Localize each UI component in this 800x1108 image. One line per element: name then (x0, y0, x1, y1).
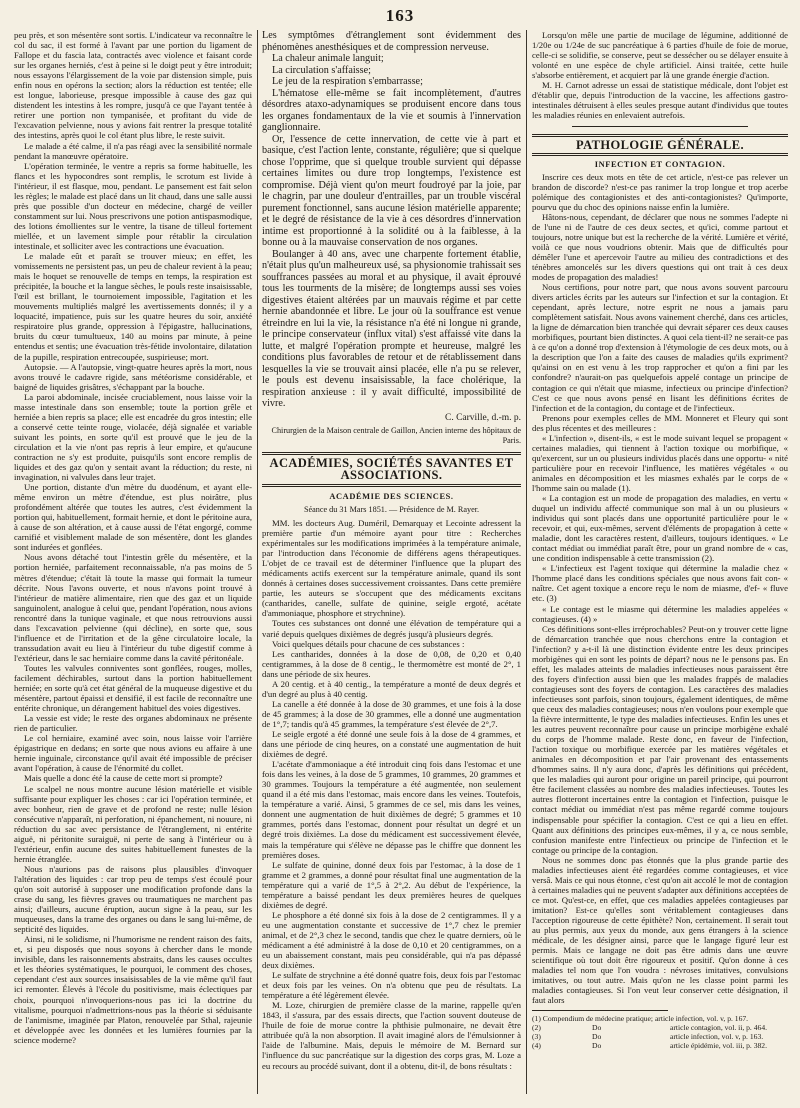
column-left (14, 30, 252, 1094)
footnote-reference: article épidémie, vol. iii, p. 382. (670, 1041, 768, 1051)
footnote-ditto: Do (592, 1032, 602, 1042)
quote-paragraph: « L'infection », disent-ils, « est le mode suivant lequel se propagent « certaines maladies, qui tiennent à l'action toxique ou morbifique, « qu'exercent, sur un ou plusieurs individus placés dans une opportu- « nité particulière pour en recevoir l'influence, les matières végétales « ou animales en décomposition et les miasmes exhalés par le corps de « l'homme sain ou malade (1). (532, 432, 788, 493)
paragraph: A 20 centig. et à 40 centig., la température a monté de deux degrés et d'un degré au plus à 40 centig. (262, 678, 521, 699)
paragraph: Le sulfate de quinine, donné deux fois par l'estomac, à la dose de 1 gramme et 2 grammes, a donné pour résultat final une augmentation de la température qui a varié de 1°,5 à 2°,2. Au début de l'expérience, la température a baissé pendant les deux premières heures de quelques dixièmes de degré. (262, 859, 521, 910)
section-title-pathologie: PATHOLOGIE GÉNÉRALE. (532, 134, 788, 156)
paragraph: Voici quelques détails pour chacune de ces substances : (272, 638, 465, 649)
footnote-number: (4) (532, 1041, 541, 1051)
paragraph: Lorsqu'on mêle une partie de mucilage de légumine, additionné de 1/20e ou 1/24e de suc pancréatique à 6 parties d'huile de foie de morue, celle-ci se solidifie, se conserve, peut se dessécher ou se délayer ensuite à volonté en une espèce de chyle artificiel. Ainsi traitée, cette huile s'absorbe entièrement, et acquiert par là une grande énergie d'action. (532, 30, 788, 81)
footnote (532, 1041, 788, 1050)
paragraph: Autopsie. — A l'autopsie, vingt-quatre heures après la mort, nous avons trouvé le cadavre rigide, sans météorisme considérable, et baigné de liquides grisâtres, s'échappant par la bouche. (14, 361, 252, 392)
paragraph: Les symptômes d'étranglement sont évidemment des phénomènes anesthésiques et de compression nerveuse. (262, 30, 521, 53)
paragraph: L'hématose elle-même se fait incomplètement, d'autres désordres ataxo-adynamiques se produisent encore dans tous les organes fondamentaux de la vie et soumis à l'innervation ganglionnaire. (262, 87, 521, 133)
divider (572, 126, 748, 127)
paragraph: M. Loze, chirurgien de première classe de la marine, rappelle qu'en 1843, il s'assura, par des essais directs, que l'action souvent douteuse de l'huile de foie de morue contre la phthisie pulmonaire, ne devait être attribuée qu'à la non absorption. Il avait imaginé alors de l'émulsionner à l'aide de l'albumine. Mais, depuis le mémoire de M. Bernard sur l'influence du suc pancréatique sur la digestion des corps gras, M. Loze a eu recours au procédé suivant, dont il a obtenu, dit-il, de bons résultats : (262, 1000, 521, 1071)
subsection-title-academie: ACADÉMIE DES SCIENCES. (329, 492, 454, 501)
paragraph: peu près, et son mésentère sont sortis. L'indicateur va reconnaître le col du sac, il est formé à l'avant par une portion du ligament de Fallope et du fascia lata, contractés avec violence et faisant corde sur les organes herniés, c'est à peine si le doigt peut y être introduit; nous essayons l'élargissement de la voie par distension simple, puis enfin nous en opérons la section; alors la réduction est tentée; elle est longue, laborieuse, presque impossible à cause des gaz qui distendent les intestins à les rompre, jusqu'à ce que l'ayant tentée à retirer une portion non tympanisée, et profitant du vide de l'excavation pelvienne, nous y avions fait rentrer la presque totalité des intestins, après quoi le col étant plus libre, le reste suivit. (14, 30, 252, 141)
paragraph: Nous certifions, pour notre part, que nous avons souvent parcouru divers articles écrits par les auteurs sur l'infection et sur la contagion. Et cependant, après lecture, notre esprit ne nous a jamais paru complètement satisfait. Nous avons vainement cherché, dans ces articles, la ligne de démarcation bien tranchée qui devrait séparer ces deux causes morbifiques, pourtant bien distinctes. A quoi cela tient-il? ne serait-ce pas à ce qu'on a donné trop d'extension à l'étymologie de ces deux mots, ou à la description que l'on a faite des causes de maladies qu'ils expriment? qu'ainsi on en est venu à les trop rapprocher et qu'on a fini par les confondre? n'aurait-on pas quelquefois appelé contage un principe de contagion ce qui n'était que miasme, infectieux ou principe d'infection? C'est ce que nous avons pensé en lisant les définitions écrites de l'infection et de la contagion, du contage et de l'infectieux. (532, 282, 788, 413)
paragraph: Le jeu de la respiration s'embarrasse; (272, 76, 423, 87)
paragraph: Le malade eût et paraît se trouver mieux; en effet, les vomissements ne persistent pas, un peu de chaleur revient à la peau; mais le hoquet se renouvelle de temps en temps, la respiration est précipitée, la bouche et la langue sèches, le pouls reste insaisissable, l'œil est brillant, le tournoiement impossible, l'agitation et les mouvements multipliés malgré les avertissements donnés; il y a loquacité, impatience, puis sur les quatre heures du soir, anxiété respiratoire plus grande, oppression à l'épigastre, hallucinations, bruits du cœur tumultueux, 140 au moins par minute, à peine entendus et sentis; une évacuation très-fétide involontaire, dilatation de la pupille, respiration entrecoupée, suspirieuse; mort. (14, 251, 252, 362)
subsection-title-infection: INFECTION ET CONTAGION. (594, 160, 726, 170)
footnote (532, 1023, 788, 1032)
paragraph: La paroi abdominale, incisée cruciablement, nous laisse voir la masse intestinale dans son ensemble; toute la portion grêle et herniée a bien repris sa place; elle est encadrée du gros intestin; elle a conservé cette teinte rouge, violacée, déjà signalée et variable suivant les points, en sorte qu'il est prouvé que le jeu de la circulation et la vie n'ont pas repris à leur empire, et qu'aucune contraction ne s'y est produite, puisqu'ils sont encore remplis de liquides et des gaz qu'on y sentait avant la réduction; du reste, ni invagination, ni valvules dans leur trajet. (14, 391, 252, 483)
paragraph: La canelle a été donnée à la dose de 30 grammes, et une fois à la dose de 45 grammes; à la dose de 30 grammes, elle a donné une augmentation de 1°,7; tandis qu'à 45 grammes, la température s'est élevée de 2°,7. (262, 698, 521, 729)
paragraph: L'opération terminée, le ventre a repris sa forme habituelle, les flancs et les hypocondres sont remplis, le scrotum est livide à l'intérieur, il est flasque, mou, pendant. Le pansement est fait selon les règles; le malade est placé dans un lit chaud, dans une salle aussi près que possible d'un docteur en médecine, chargé de veiller constamment sur lui. Nous prescrivons une potion antispasmodique, des lotions émollientes sur le ventre, la tisane de tilleul fortement miellée, et un lavement simple pour rétablir la circulation intestinale, et solliciter avec les contractions une évacuation. (14, 160, 252, 251)
paragraph: Or, l'essence de cette innervation, de cette vie à part et basique, c'est l'action lente, constante, régulière; que si quelque chose l'opprime, que si quelque trouble survient qui dépasse certaines limites ou dure trop longtemps, l'existence est compromise. Déjà vient qu'on meurt foudroyé par la joie, par le chagrin, par une douleur d'entrailles, par un trouble viscéral purement fonctionnel, sans aucune lésion matérielle apparente; et le degré de résistance de la vie à ces désordres d'innervation intime est proportionné à la solidité ou à la faiblesse, à la bonne ou à la mauvaise conservation de nos organes. (262, 133, 521, 248)
paragraph: La chaleur animale languit; (272, 53, 384, 64)
paragraph: Le scalpel ne nous montre aucune lésion matérielle et visible suffisante pour expliquer les choses : car ici l'opération terminée, et avec bonheur, rien de grave et de profond ne reste; nulle lésion consécutive n'apparaît, ni perforation, ni épanchement, ni nouure, ni réduction du sac avec persistance de l'étranglement, ni entérite aiguë, ni péritonite suraiguë, ni perte de sang à l'intérieur ou à l'extérieur, enfin aucune des suites habituellement funestes de la hernie étranglée. (14, 783, 252, 864)
author-signature: C. Carville, d.-m. p. (445, 412, 521, 423)
paragraph: MM. les docteurs Aug. Duméril, Demarquay et Lecointe adressent la première partie d'un mémoire ayant pour titre : Recherches expérimentales sur les modifications imprimées à la température animale, par l'introduction dans l'économie de différens agens thérapeutiques. L'objet de ce travail est de déterminer l'influence que la plupart des médicaments actifs exercent sur la température animale, quand ils sont donnés à certaines doses successivement croissantes. Dans cette première partie, les auteurs se s'occupent que des médicaments excitans (cantharides, canelle, sulfate de quinine, seigle ergoté, acétate d'ammoniaque, phosphore et strychnine). (262, 518, 521, 619)
footnote-divider (532, 1010, 668, 1011)
paragraph: Hâtons-nous, cependant, de déclarer que nous ne sommes l'adepte ni de l'une ni de l'autre de ces deux sectes, et qu'ici, comme partout et toujours, notre unique but est la recherche de la vérité. Lumière et vérité, voilà ce que nous voudrions obtenir. Mais que de difficultés pour démêler l'une et apercevoir l'autre au milieu des contradictions et des ténèbres amoncelés sur les divers questions qui ont trait à ces deux modes de propagation des maladies! (532, 211, 788, 282)
paragraph: Nous n'aurions pas de raisons plus plausibles d'invoquer l'altération des liquides : car trop peu de temps s'est écoulé pour qu'on soit autorisé à supposer une modification profonde dans la crase du sang, les fièvres graves ou traumatiques ne marchent pas ainsi; d'ailleurs, aucune éruption, aucun signe à la peau, sur les muqueuses, dans la trame des organes ou dans le sang lui-même, de septicité des liquides. (14, 863, 252, 935)
quote-paragraph: « Le contage est le miasme qui détermine les maladies appelées « contagieuses. (4) » (532, 603, 788, 624)
paragraph: M. H. Carnot adresse un essai de statistique médicale, dont l'objet est d'établir que, depuis l'introduction de la vaccine, les affections gastro-intestinales détruisent à elles seules presque autant d'individus que toutes les maladies réunies en enlevaient autrefois. (532, 80, 788, 121)
paragraph: Prenons pour exemples celles de MM. Monneret et Fleury qui sont des plus récentes et des meilleures : (532, 412, 788, 433)
footnote-number: (3) (532, 1032, 541, 1042)
page-number: 163 (385, 6, 415, 25)
paragraph: Inscrire ces deux mots en tête de cet article, n'est-ce pas relever un brandon de discorde? n'est-ce pas ranimer la trop longue et trop acerbe polémique des contagionistes et des anti-contagionistes? Qu'importe, pourvu que du choc des opinions naisse enfin la lumière. (532, 171, 788, 212)
paragraph: Nous ne sommes donc pas étonnés que la plus grande partie des maladies infectieuses aient été regardées comme contagieuses, et vice versâ. Mais ce qui nous étonne, c'est qu'on ait accolé le mot de contagion à certaines maladies qui ne peuvent s'adapter aux définitions acceptées de ce mot. Qu'est-ce, en effet, que ces maladies appelées contagieuses par imitation? Est-ce qu'elles sont véritablement contagieuses dans l'acception rigoureuse de cette épithète? Non, certainement. Il serait tout au plus permis, aux yeux du monde, aux gens étrangers à la science médicale, de les désigner ainsi, parce que le langage figuré leur est permis. Mais ce langage ne doit pas être admis dans une œuvre scientifique où tout doit être rigoureux et positif. Qu'on donne à ces maladies tel nom que l'on voudra : névroses imitatives, convulsions imitatives, ou tout autre. Mais qu'on ne les classe point parmi les maladies contagieuses. Si l'on veut leur conserver cette désignation, il faut alors (532, 854, 788, 1006)
paragraph: La vessie est vide; le reste des organes abdominaux ne présente rien de particulier. (14, 713, 252, 734)
footnote (532, 1014, 788, 1023)
footnote-text: (1) Compendium de médecine pratique; article infection, vol. v, p. 167. (532, 1014, 749, 1024)
paragraph: Le col herniaire, examiné avec soin, nous laisse voir l'arrière épigastrique en dedans; en sorte que nous avions eu affaire à une hernie inguinale, circonstance qu'il avait été impossible de préciser avant l'opération, à cause de l'énormité du collet. (14, 733, 252, 774)
column-right (532, 30, 788, 1094)
footnotes (532, 1014, 788, 1050)
column-middle (262, 30, 521, 1094)
column-divider (526, 30, 527, 1094)
paragraph: Toutes les valvules conniventes sont gonflées, rouges, molles, facilement déchirables, surtout dans la portion habituellement herniée; en sorte qu'à cet état général de la muqueuse digestive et du mésentère, partout épaissi et densifié, il est facile de reconnaître une entérite chronique, un dérangement habituel des voies digestives. (14, 662, 252, 714)
paragraph: Toutes ces substances ont donné une élévation de température qui a varié depuis quelques dixièmes de degrés jusqu'à plusieurs degrés. (262, 618, 521, 639)
column-divider (257, 30, 258, 1094)
footnote-number: (2) (532, 1023, 541, 1033)
quote-paragraph: « La contagion est un mode de propagation des maladies, en vertu « duquel un individu affecté communique son mal à un ou plusieurs « individus qui sont placés dans une opportunité particulière pour le « recevoir, et qui, eux-mêmes, servent d'éléments de propagation à cette « maladie, dont les caractères restent, d'ailleurs, toujours identiques. « Le contact médiat ou immédiat paraît être, pour un grand nombre de « cas, une condition indispensable à cette transmission (2). (532, 493, 788, 564)
footnote-reference: article contagion, vol. ii, p. 464. (670, 1023, 768, 1033)
paragraph: Le malade a été calme, il n'a pas réagi avec la sensibilité normale pendant la manœuvre opératoire. (14, 140, 252, 161)
academy-report (262, 518, 521, 1071)
paragraph: La circulation s'affaisse; (272, 64, 371, 76)
footnote-ditto: Do (592, 1041, 602, 1051)
footnote-ditto: Do (592, 1023, 602, 1033)
paragraph: Les cantharides, données à la dose de 0,08, de 0,20 et 0,40 centigrammes, à la dose de 8 centig., le thermomètre est monté de 2°, 1 dans une période de six heures. (262, 648, 521, 679)
paragraph: Ainsi, ni le solidisme, ni l'humorisme ne rendent raison des faits, et, si peu disposés que nous soyons à chercher dans le monde invisible, dans les raisonnements abstraits, dans les causes occultes et les théories systématiques, le pourquoi, le comment des choses, cependant c'est aux sources insaisissables de la vie même qu'il faut ici remonter. Élevés à l'école du positivisme, mais éclectiques par choix, pourquoi n'invoquerions-nous pas ici la doctrine du vitalisme, pourquoi n'admettrions-nous pas la théorie si séduisante de l'animisme, imaginée par Platon, renouvelée par Sthal, rajeunie et développée avec les données et les lumières fournies par la science moderne? (14, 934, 252, 1045)
author-title: Chirurgien de la Maison centrale de Gaillon, Ancien interne des hôpitaux de Paris. (271, 426, 521, 445)
paragraph: Le phosphore a été donné six fois à la dose de 2 centigrammes. Il y a eu une augmentation constante et successive de 1°,7 chez le premier animal, et de 2°,3 chez le second, tandis que chez le quatre derniers, où le médicament a été administré à la dose de 0,10 et 20 centigrammes, on a eu un abaissement constant, mais peu considérable, qui n'a pas dépassé deux dixièmes. (262, 909, 521, 971)
paragraph: Ces définitions sont-elles irréprochables? Peut-on y trouver cette ligne de démarcation tranchée que nous cherchons entre la contagion et l'infection? y a-t-il là une distinction évidente entre les deux principes morbigènes qui en sont les points de départ? nous ne le pensons pas. En effet, les malades atteints de maladies infectieuses nous paraissent être des foyers d'infection aussi bien que les malades frappés de maladies contagieuses sont des foyers de contagion. Les caractères des maladies infectieuses sont parfois, sinon toujours, également identiques, de même que ceux des maladies contagieuses; nous n'en voulons pour exemple que la fièvre intermittente, le type des maladies infectieuses. Enfin les unes et les autres peuvent reconnaître pour cause un principe morbigène exhalé du corps de l'homme malade. Reste donc, en faveur de l'infection, l'action toxique ou morbifique exercée par les matières végétales et animales en décomposition et par l'air provenant des entassements d'hommes sains. Il n'y aura donc, d'après les définitions qui précèdent, que les maladies qui auront pour origine un pareil principe, qui pourront être facilement classées au nombre des maladies infectieuses. Toutes les autres flotteront incertaines entre la contagion et l'infection, puisque le contact médiat ou immédiat n'est pas même regardé comme toujours indispensable pour spécifier la contagion. C'est ce qui a lieu en effet. Quant aux définitions des principes eux-mêmes, il y a, ce nous semble, confusion manifeste entre l'infectieux ou principe de l'infection et le contage ou principe de la contagion. (532, 623, 788, 855)
footnote-reference: article infection, vol. v, p. 163. (670, 1032, 764, 1042)
footnote (532, 1032, 788, 1041)
session-line: Séance du 31 Mars 1851. — Présidence de M. Rayer. (303, 504, 480, 514)
paragraph: Le sulfate de strychnine a été donné quatre fois, deux fois par l'estomac et deux fois par les veines. On n'a obtenu que peu de résultats. La température a été légèrement élevée. (262, 970, 521, 1001)
paragraph: Une portion, distante d'un mètre du duodénum, et ayant elle-même environ un mètre d'étendue, est plus noirâtre, plus profondément altérée que toutes les autres, c'est évidemment la portion qui, habituellement, formait hernie, et dont le péritoine aura, à cause de son altération, et à cause aussi de l'état engorgé, comme carnifié et visiblement malade de son mésentère, dont les glandes sont indurées et gonflées. (14, 482, 252, 553)
quote-paragraph: « L'infectieux est l'agent toxique qui détermine la maladie chez « l'homme placé dans les conditions spéciales que nous avons fait con- « naître. Cet agent toxique a encore reçu le nom de miasme, d'ef- « fluve etc. (3) (532, 563, 788, 604)
paragraph: Mais quelle a donc été la cause de cette mort si prompte? (24, 773, 223, 784)
paragraph: Le seigle ergoté a été donné une seule fois à la dose de 4 grammes, et dans une période de cinq heures, on a constaté une augmentation de huit dixièmes de degré. (262, 728, 521, 760)
paragraph: Nous avons détaché tout l'intestin grêle du mésentère, et la portion herniée, parfaitement reconnaissable, n'a pas moins de 5 mètres d'étendue; c'était là toute la masse qui formait la tumeur décrite. Nous l'avons ouverte, et nous n'avons point trouvé à l'intérieur de matière alimentaire, rien que des gaz et un liquide sanguinolent, analogue à celui que, pendant l'opération, nous avions rencontré dans la tunique vaginale, et que nous retrouvions aussi dans l'excavation pelvienne (qui décline), en sorte que, sous l'influence et de l'irritation et de la gêne circulatoire locale, la transsudation avait eu lieu à l'intérieur du tube digestif comme à l'extérieur, dans le sac herniaire comme dans la cavité péritonéale. (14, 552, 252, 663)
paragraph: Boulanger à 40 ans, avec une charpente fortement établie, n'était plus qu'un malheureux usé, sa physionomie trahissait ses souffrances passées au moral et au physique, il avait éprouvé tous les tourments de la misère; de longtemps aussi ses voies digestives étaient altérées par un mauvais régime et par cette hernie abandonnée et libre. Le jour où la souffrance est venue étreindre en lui la vie, la résistance n'a été ni longue ni grande, le principe conservateur (influx vital) s'est affaissé vite dans la lutte, et malgré l'opération prompte et heureuse, malgré les conditions plus favorables de retour et de rétablissement dans lesquelles la vie se trouvait ainsi placée, elle n'a pu se relever, le pouls est devenu insaisissable, la face cholérique, la respiration anxieuse : il y avait difficulté, impossibilité de vivre. (262, 248, 521, 409)
paragraph: L'acétate d'ammoniaque a été introduit cinq fois dans l'estomac et une fois dans les veines, à la dose de 5 grammes, 10 grammes, 20 grammes et 30 grammes. Toujours la température a été augmentée, non seulement quand il a été mis dans l'estomac, mais encore dans les veines. Toutefois, la température a varié. Ainsi, 5 grammes de ce sel, mis dans les veines, donnent une augmentation de huit dixièmes de degré; 5 grammes et 10 grammes, portés dans l'estomac, donnent pour résultat un degré et un degré trois dixièmes. La dose du médicament est successivement élevée, mais la température qui s'élève ne dépasse pas le chiffre que donnent les premières doses. (262, 759, 521, 860)
section-title-academies: ACADÉMIES, SOCIÉTÉS SAVANTES ET ASSOCIATIONS. (262, 452, 521, 487)
